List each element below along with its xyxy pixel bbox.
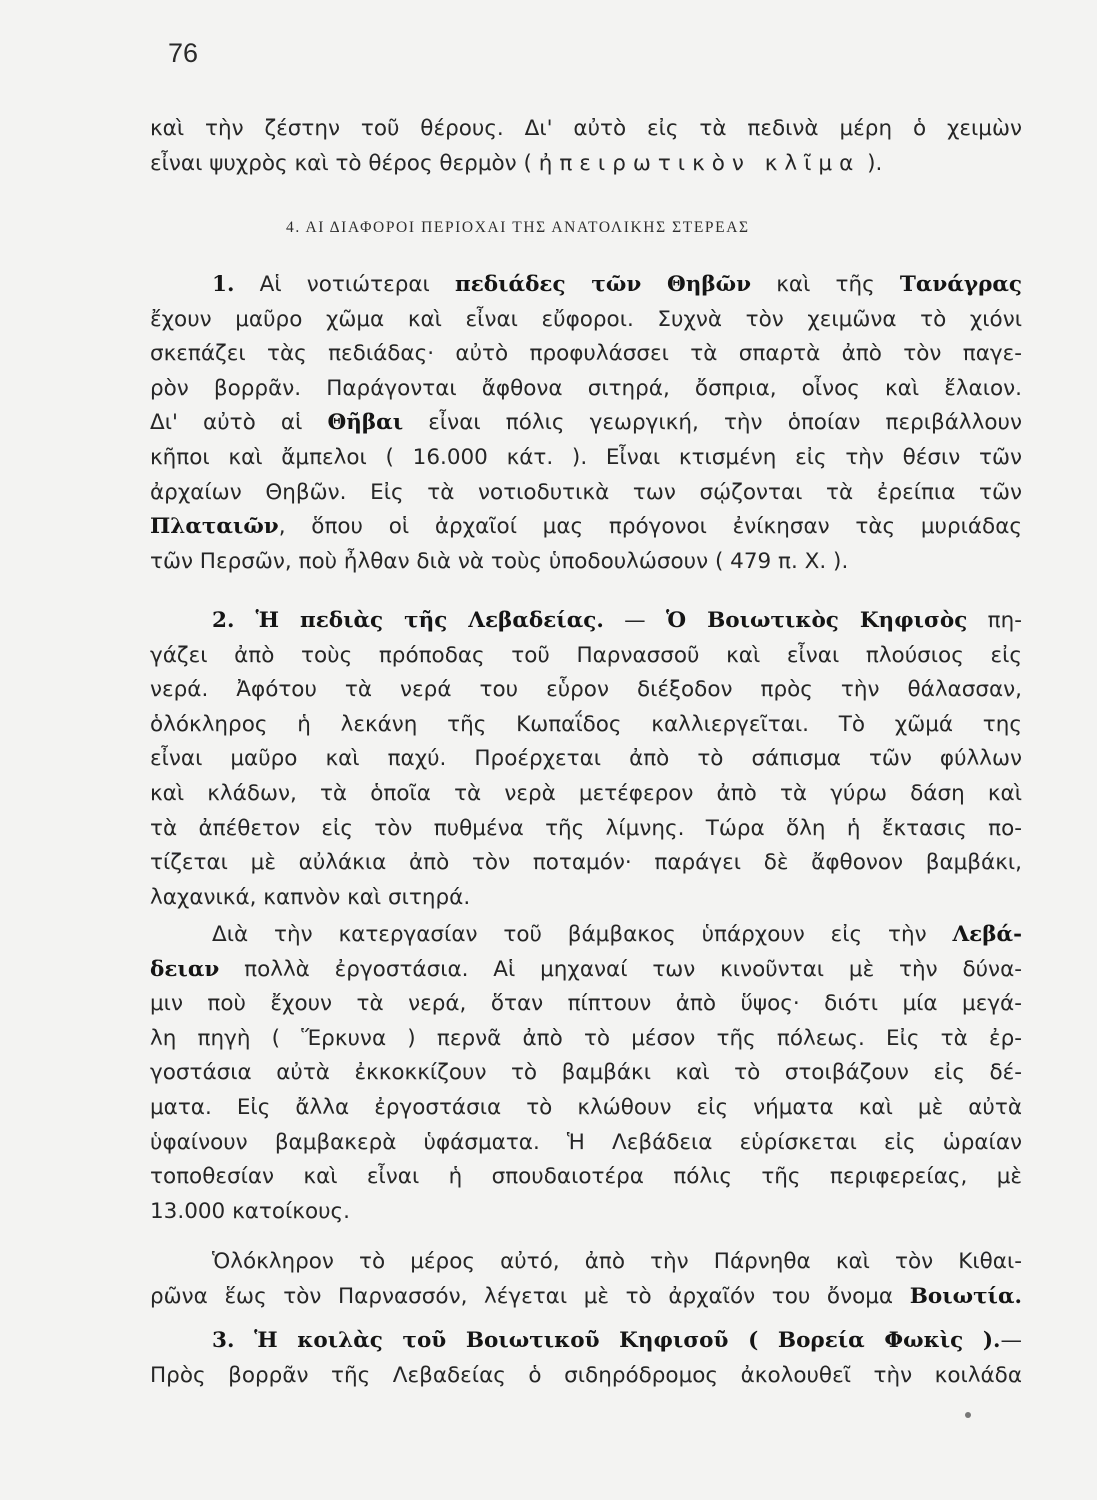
text-line: Πρὸς βορρᾶν τῆς Λεβαδείας ὁ σιδηρόδρομος ἀκολουθεῖ τὴν κοιλάδα: [150, 1362, 1022, 1388]
paragraph-kifissos-valley: [150, 1324, 1022, 1393]
text-line: Ὁλόκληρον τὸ μέρος αὐτό, ἀπὸ τὴν Πάρνηθα καὶ τὸν Κιθαι-: [212, 1249, 1022, 1274]
paragraph-levadia-plain: [150, 604, 1022, 915]
text-line: εἶναι μαῦρο καὶ παχύ. Προέρχεται ἀπὸ τὸ σάπισμα τῶν φύλλων: [150, 746, 1022, 772]
text-line: ἀρχαίων Θηβῶν. Εἰς τὰ νοτιοδυτικὰ των σῴζονται τὰ ἐρείπια τῶν: [150, 479, 1022, 505]
intro-paragraph: [150, 112, 1022, 181]
section-heading: 4. ΑΙ ΔΙΑΦΟΡΟΙ ΠΕΡΙΟΧΑΙ ΤΗΣ ΑΝΑΤΟΛΙΚΗΣ ΣΤΕΡΕΑΣ: [286, 219, 750, 236]
text-line: κῆποι καὶ ἄμπελοι ( 16.000 κάτ. ). Εἶναι κτισμένη εἰς τὴν θέσιν τῶν: [150, 444, 1022, 470]
page-number: 76: [168, 38, 199, 68]
text-line: Δι' αὐτὸ αἱ Θῆβαι εἶναι πόλις γεωργική, τὴν ὁποίαν περιβάλλουν: [150, 410, 1022, 436]
text-line: νερά. Ἀφότου τὰ νερά του εὗρον διέξοδον πρὸς τὴν θάλασσαν,: [150, 677, 1022, 703]
text-line: ὑφαίνουν βαμβακερὰ ὑφάσματα. Ἡ Λεβάδεια εὑρίσκεται εἰς ὡραίαν: [150, 1129, 1022, 1155]
spaced-term: ἠπειρωτικὸν κλῖμα: [538, 150, 861, 176]
text-line: γοστάσια αὐτὰ ἐκκοκκίζουν τὸ βαμβάκι καὶ τὸ στοιβάζουν εἰς δέ-: [150, 1060, 1022, 1086]
text-line: ρὸν βορρᾶν. Παράγονται ἄφθονα σιτηρά, ὄσπρια, οἶνος καὶ ἔλαιον.: [150, 375, 1022, 401]
text-line: καὶ τὴν ζέστην τοῦ θέρους. Δι' αὐτὸ εἰς τὰ πεδινὰ μέρη ὁ χειμὼν: [150, 116, 1022, 141]
item-number: 3.: [212, 1328, 235, 1353]
text-line: μιν ποὺ ἔχουν τὰ νερά, ὅταν πίπτουν ἀπὸ ὕψος· διότι μία μεγά-: [150, 991, 1022, 1017]
text-line: τὰ ἀπέθετον εἰς τὸν πυθμένα τῆς λίμνης. Τώρα ὅλη ἡ ἔκτασις πο-: [150, 815, 1022, 841]
text-line: τοποθεσίαν καὶ εἶναι ἡ σπουδαιοτέρα πόλις τῆς περιφερείας, μὲ: [150, 1164, 1022, 1190]
paragraph-cotton-industry: [150, 918, 1022, 1229]
text-line: 13.000 κατοίκους.: [150, 1198, 350, 1224]
text-line: σκεπάζει τὰς πεδιάδας· αὐτὸ προφυλάσσει τὰ σπαρτὰ ἀπὸ τὸν παγε-: [150, 341, 1022, 367]
item-number: 2.: [212, 608, 235, 633]
text-line: Διὰ τὴν κατεργασίαν τοῦ βάμβακος ὑπάρχουν εἰς τὴν Λεβά-: [212, 922, 1022, 947]
paragraph-boeotia: [150, 1245, 1022, 1314]
text-line: ματα. Εἰς ἄλλα ἐργοστάσια τὸ κλώθουν εἰς νήματα καὶ μὲ αὐτὰ: [150, 1094, 1022, 1120]
text-line: Πλαταιῶν, ὅπου οἱ ἀρχαῖοί μας πρόγονοι ἐνίκησαν τὰς μυριάδας: [150, 514, 1022, 540]
text-line: δειαν πολλὰ ἐργοστάσια. Αἱ μηχαναί των κινοῦνται μὲ τὴν δύνα-: [150, 956, 1022, 982]
text-line: λαχανικά, καπνὸν καὶ σιτηρά.: [150, 884, 471, 910]
text-line: τίζεται μὲ αὐλάκια ἀπὸ τὸν ποταμόν· παράγει δὲ ἄφθονον βαμβάκι,: [150, 850, 1022, 876]
text-line: 3. Ἡ κοιλὰς τοῦ Βοιωτικοῦ Κηφισοῦ ( Βορεία Φωκὶς ).—: [212, 1328, 1022, 1353]
ink-speck: [965, 1412, 971, 1418]
text-line: γάζει ἀπὸ τοὺς πρόποδας τοῦ Παρνασσοῦ καὶ εἶναι πλούσιος εἰς: [150, 642, 1022, 668]
item-number: 1.: [212, 272, 235, 297]
paragraph-thebes: [150, 268, 1022, 579]
text-line: εἶναι ψυχρὸς καὶ τὸ θέρος θερμὸν ( ἠπειρωτικὸν κλῖμα ).: [150, 150, 883, 176]
text-line: τῶν Περσῶν, ποὺ ἦλθαν διὰ νὰ τοὺς ὑποδουλώσουν ( 479 π. Χ. ).: [150, 548, 849, 574]
text-line: λη πηγὴ ( Ἕρκυνα ) περνᾶ ἀπὸ τὸ μέσον τῆς πόλεως. Εἰς τὰ ἐρ-: [150, 1025, 1022, 1051]
text-line: καὶ κλάδων, τὰ ὁποῖα τὰ νερὰ μετέφερον ἀπὸ τὰ γύρω δάση καὶ: [150, 780, 1022, 806]
text-line: 1. Αἱ νοτιώτεραι πεδιάδες τῶν Θηβῶν καὶ τῆς Τανάγρας: [212, 272, 1022, 297]
text-line: ἔχουν μαῦρο χῶμα καὶ εἶναι εὔφοροι. Συχνὰ τὸν χειμῶνα τὸ χιόνι: [150, 306, 1022, 332]
text-line: ὁλόκληρος ἡ λεκάνη τῆς Κωπαΐδος καλλιεργεῖται. Τὸ χῶμά της: [150, 711, 1022, 737]
text-line: 2. Ἡ πεδιὰς τῆς Λεβαδείας. — Ὁ Βοιωτικὸς Κηφισὸς πη-: [212, 608, 1022, 633]
text-line: ρῶνα ἕως τὸν Παρνασσόν, λέγεται μὲ τὸ ἀρχαῖόν του ὄνομα Βοιωτία.: [150, 1283, 1022, 1309]
